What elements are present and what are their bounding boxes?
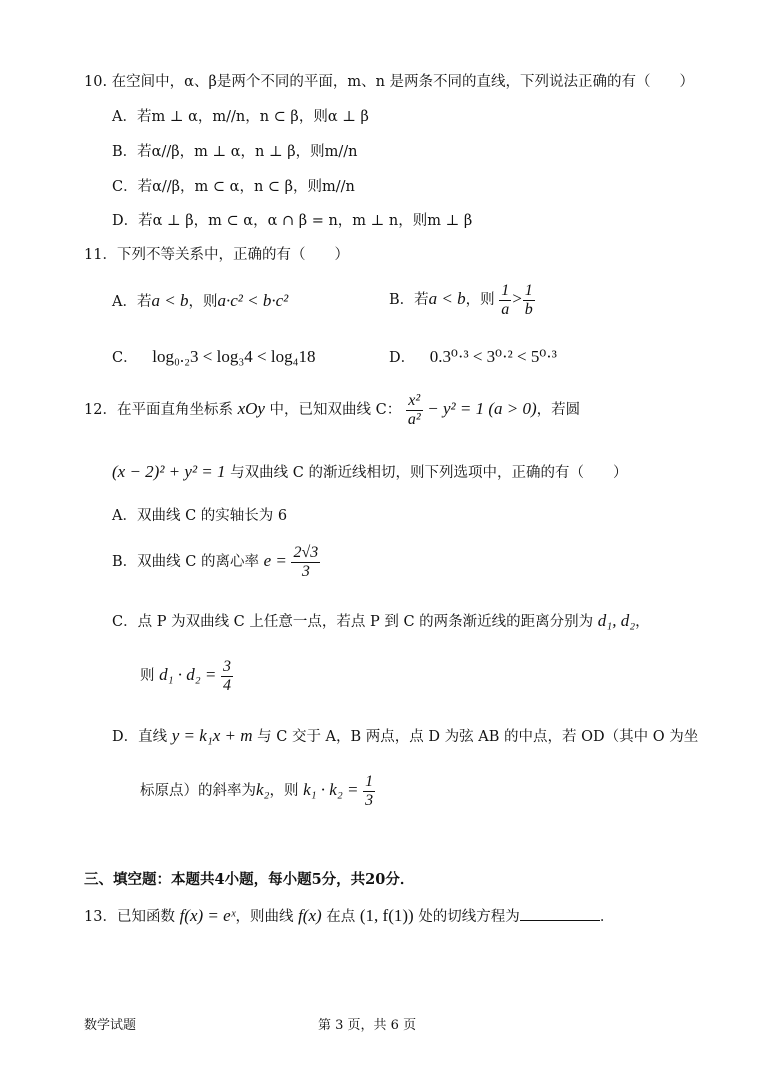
q11-a-cond: a < b bbox=[151, 291, 189, 310]
q11-b-den2: b bbox=[524, 300, 533, 318]
q12-option-d bbox=[112, 725, 698, 746]
q12-d-rest: 与 C 交于 A，B 两点，点 D 为弦 AB 的中点，若 OD（其中 O 为坐 bbox=[257, 729, 699, 745]
q10-option-d: D．若α ⊥ β，m ⊂ α，α ∩ β = n，m ⊥ n，则m ⊥ β bbox=[112, 213, 473, 229]
q12-circle-expr: (x − 2)² + y² = 1 bbox=[112, 462, 226, 481]
q12-stem-c: ，若圆 bbox=[536, 402, 581, 419]
q12-b-num: 2√3 bbox=[293, 544, 319, 561]
q13-text-c: 在点 bbox=[326, 909, 356, 925]
q12-c2-num: 3 bbox=[223, 658, 232, 675]
q12-b-den: 3 bbox=[301, 562, 310, 580]
q12-b-e: e = bbox=[263, 551, 287, 571]
q12-c2-den: 4 bbox=[223, 676, 232, 694]
q12-d-expr: y = k₁x + m bbox=[171, 726, 253, 745]
q12-curve-num: x² bbox=[406, 392, 423, 411]
q12-stem-a: 12．在平面直角坐标系 bbox=[84, 402, 233, 419]
q12-b-text: B．双曲线 C 的离心率 bbox=[112, 554, 259, 571]
q12-c2-frac bbox=[221, 658, 233, 694]
q12-option-c bbox=[112, 610, 650, 631]
q11-c-label: C． bbox=[112, 350, 138, 366]
q11-b-frac1 bbox=[499, 282, 511, 318]
q13-expr2: f(x) bbox=[298, 906, 322, 925]
q13-answer-blank[interactable] bbox=[520, 906, 600, 921]
q11-option-d bbox=[389, 346, 557, 367]
q12-d2-den: 3 bbox=[365, 791, 374, 809]
q12-d-text: D．直线 bbox=[112, 729, 168, 745]
q13-tail: ． bbox=[599, 909, 615, 925]
q11-d-expr: 0.3⁰·³ < 3⁰·² < 5⁰·³ bbox=[429, 347, 557, 366]
q11-b-gt: > bbox=[511, 289, 523, 309]
q12-option-c-line2 bbox=[140, 658, 233, 694]
q12-c2-text: 则 bbox=[140, 668, 155, 685]
q12-d2-frac bbox=[363, 773, 375, 809]
q12-c-text: C．点 P 为双曲线 C 上任意一点，若点 P 到 C 的两条渐近线的距离分别为 bbox=[112, 614, 594, 630]
q11-d-label: D． bbox=[389, 350, 416, 366]
q13-text-d: 处的切线方程为 bbox=[418, 909, 520, 925]
q12-curve-rest: − y² = 1 (a > 0) bbox=[427, 399, 537, 419]
q12-d2-k: k₂ bbox=[256, 780, 270, 800]
q12-b-frac bbox=[291, 544, 320, 580]
q11-b-prefix: B．若 bbox=[389, 292, 429, 309]
q12-option-b bbox=[112, 544, 320, 580]
q11-b-frac2 bbox=[523, 282, 535, 318]
q12-c-tail: ， bbox=[635, 614, 650, 630]
q12-c2-expr: d₁ · d₂ = bbox=[159, 665, 217, 685]
q12-d2-text: 标原点）的斜率为 bbox=[140, 783, 256, 800]
q12-option-a: A．双曲线 C 的实轴长为 6 bbox=[112, 508, 288, 524]
q10-option-b: B．若α//β，m ⊥ α，n ⊥ β，则m//n bbox=[112, 144, 358, 160]
q12-option-d-line2 bbox=[140, 773, 375, 809]
q11-c-expr: log₀.₂3 < log₃4 < log₄18 bbox=[152, 347, 316, 366]
q12-curve-den: a² bbox=[407, 410, 421, 428]
q11-option-c bbox=[112, 346, 316, 367]
q10-option-a: A．若m ⊥ α，m//n，n ⊂ β，则α ⊥ β bbox=[112, 109, 369, 125]
q12-line2-text: 与双曲线 C 的渐近线相切，则下列选项中，正确的有（ ） bbox=[230, 465, 628, 481]
q11-option-a bbox=[112, 290, 288, 311]
q13-text-b: ，则曲线 bbox=[235, 909, 294, 925]
q12-stem-line2 bbox=[112, 461, 627, 482]
section-3-heading: 三、填空题：本题共4小题，每小题5分，共20分． bbox=[84, 871, 415, 888]
q11-b-cond: a < b bbox=[428, 289, 466, 309]
q11-a-prefix: A．若 bbox=[112, 294, 152, 310]
q11-b-num1: 1 bbox=[501, 282, 510, 299]
q13-expr1: f(x) = eˣ bbox=[179, 906, 236, 925]
q12-xoy: xOy bbox=[237, 399, 265, 419]
q11-a-mid: ，则 bbox=[188, 294, 218, 310]
q11-stem: 11．下列不等关系中，正确的有（ ） bbox=[84, 247, 349, 263]
q13 bbox=[84, 905, 614, 926]
q12-stem bbox=[84, 392, 580, 428]
q12-d2-mid: ，则 bbox=[269, 783, 299, 800]
q12-d2-num: 1 bbox=[365, 773, 374, 790]
q12-c-d: d₁, d₂ bbox=[597, 611, 636, 630]
footer-left: 数学试题 bbox=[84, 1018, 137, 1033]
q11-a-expr: a·c² < b·c² bbox=[217, 291, 289, 310]
q11-b-den1: a bbox=[501, 300, 510, 318]
q10-option-c: C．若α//β，m ⊂ α，n ⊂ β，则m//n bbox=[112, 179, 355, 195]
q13-expr3: (1, f(1)) bbox=[359, 906, 414, 925]
q10-stem: 10. 在空间中，α、β是两个不同的平面，m、n 是两条不同的直线，下列说法正确的有（ ） bbox=[84, 74, 695, 90]
q12-d2-expr: k₁ · k₂ = bbox=[303, 780, 359, 800]
q11-option-b bbox=[389, 282, 535, 318]
q12-curve-frac bbox=[406, 392, 423, 428]
q12-stem-b: 中，已知双曲线 C： bbox=[269, 402, 402, 419]
q11-b-mid: ，则 bbox=[465, 292, 495, 309]
q13-text-a: 13．已知函数 bbox=[84, 909, 175, 925]
q11-b-num2: 1 bbox=[524, 282, 533, 299]
footer-page-number: 第 3 页，共 6 页 bbox=[318, 1018, 417, 1033]
